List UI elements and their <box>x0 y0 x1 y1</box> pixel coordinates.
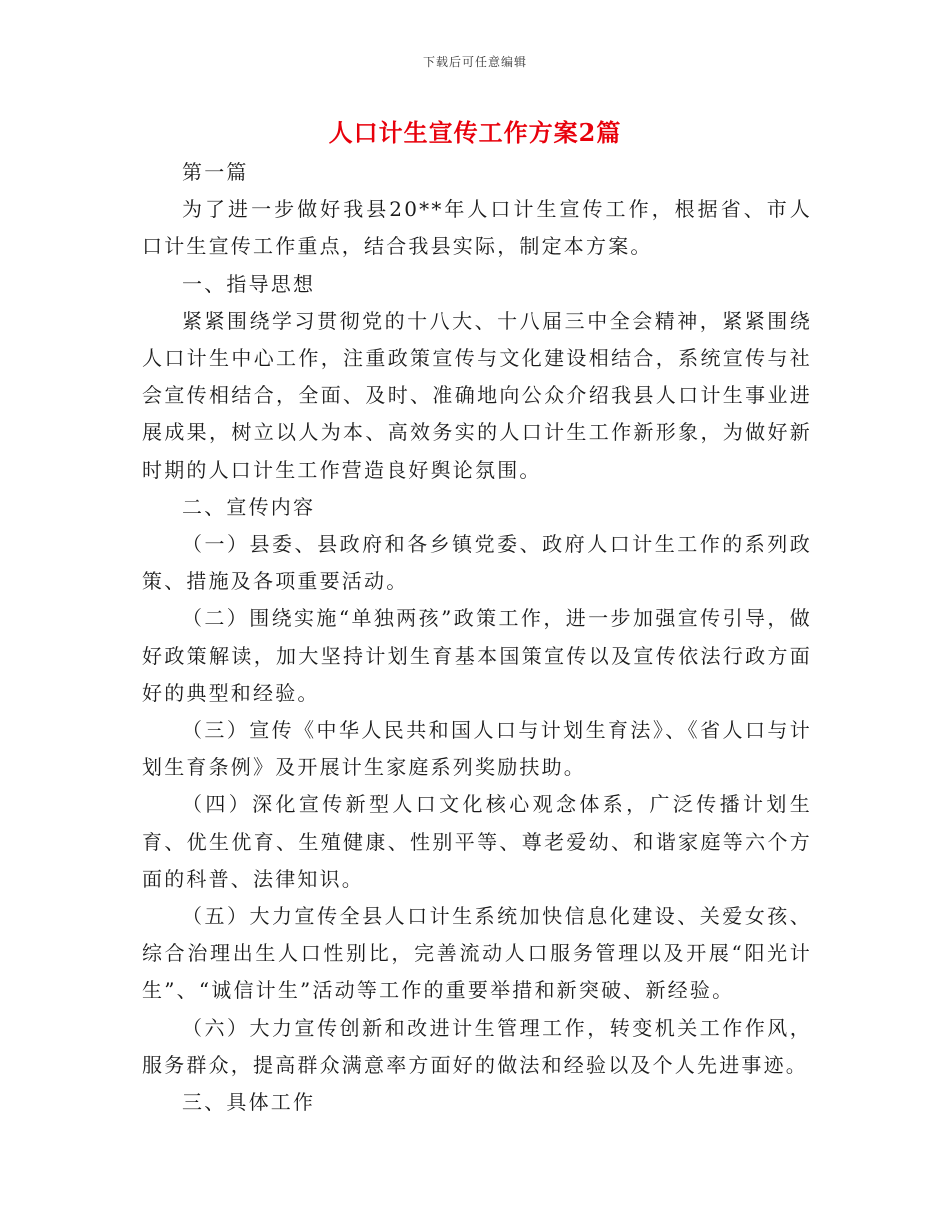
heading-publicity-content: 二、宣传内容 <box>182 494 316 519</box>
document-body <box>142 154 812 1121</box>
content-item-6: （六）大力宣传创新和改进计生管理工作，转变机关工作作风，服务群众，提高群众满意率方面好的做法和经验以及个人先进事迹。 <box>142 1015 812 1077</box>
content-item-1: （一）县委、县政府和各乡镇党委、政府人口计生工作的系列政策、措施及各项重要活动。 <box>142 532 812 594</box>
guiding-ideology-paragraph: 紧紧围绕学习贯彻党的十八大、十八届三中全会精神，紧紧围绕人口计生中心工作，注重政策宣传与文化建设相结合，系统宣传与社会宣传相结合，全面、及时、准确地向公众介绍我县人口计生事业进展成果，树立以人为本、高效务实的人口计生工作新形象，为做好新时期的人口计生工作营造良好舆论氛围。 <box>142 308 812 482</box>
heading-specific-work: 三、具体工作 <box>182 1090 316 1115</box>
intro-paragraph: 为了进一步做好我县20**年人口计生宣传工作，根据省、市人口计生宣传工作重点，结合我县实际，制定本方案。 <box>142 197 812 259</box>
content-item-2: （二）围绕实施“单独两孩”政策工作，进一步加强宣传引导，做好政策解读，加大坚持计划生育基本国策宣传以及宣传依法行政方面好的典型和经验。 <box>142 606 812 705</box>
section-label-part-one: 第一篇 <box>182 160 249 184</box>
document-title: 人口计生宣传工作方案2篇 <box>328 118 622 147</box>
content-item-4: （四）深化宣传新型人口文化核心观念体系，广泛传播计划生育、优生优育、生殖健康、性别平等、尊老爱幼、和谐家庭等六个方面的科普、法律知识。 <box>142 792 812 891</box>
content-item-3: （三）宣传《中华人民共和国人口与计划生育法》、《省人口与计划生育条例》及开展计生家庭系列奖励扶助。 <box>142 718 812 780</box>
heading-guiding-ideology: 一、指导思想 <box>182 271 316 296</box>
content-item-5: （五）大力宣传全县人口计生系统加快信息化建设、关爱女孩、综合治理出生人口性别比，完善流动人口服务管理以及开展“阳光计生”、“诚信计生”活动等工作的重要举措和新突破、新经验。 <box>142 904 812 1003</box>
page-header-note: 下载后可任意编辑 <box>422 55 527 69</box>
